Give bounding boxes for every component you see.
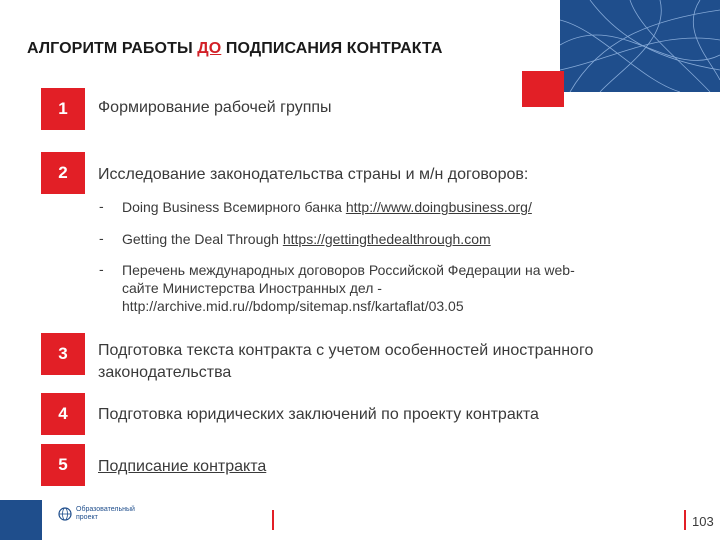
title-accent-square [522,71,564,107]
step-text-3 [98,340,593,384]
title-part-1: АЛГОРИТМ РАБОТЫ [27,40,198,57]
page-number: 103 [692,514,714,529]
step-number-2: 2 [41,152,85,194]
corner-decoration [560,0,720,92]
step-number-3: 3 [41,333,85,375]
title-part-2: ПОДПИСАНИЯ КОНТРАКТА [221,40,443,57]
step-number-5: 5 [41,444,85,486]
logo-line-2: проект [76,514,98,521]
source-label-1: Doing Business Всемирного банка [122,199,346,215]
step-number-1: 1 [41,88,85,130]
source-item-3 [122,261,575,315]
step-text-1: Формирование рабочей группы [98,99,332,116]
logo-line-1: Образовательный [76,506,135,513]
source-line-3: http://archive.mid.ru//bdomp/sitemap.nsf/kartaflat/03.05 [122,298,464,314]
footer-logo [58,506,135,522]
step-text-4: Подготовка юридических заключений по проекту контракта [98,406,539,423]
step-text-5: Подписание контракта [98,458,267,475]
source-item-2 [122,230,491,248]
title-accent: ДО [197,40,222,57]
globe-logo-icon [58,507,72,521]
source-label-2: Getting the Deal Through [122,231,283,247]
source-dash-2: - [99,230,104,246]
source-dash-1: - [99,198,104,214]
step-number-4: 4 [41,393,85,435]
step-text-2: Исследование законодательства страны и м/н договоров: [98,166,529,183]
step-text-3-line-2: законодательства [98,364,232,381]
source-link-1[interactable]: http://www.doingbusiness.org/ [345,199,532,215]
source-item-1 [122,198,532,216]
slide-title [27,40,443,58]
step-text-3-line-1: Подготовка текста контракта с учетом особенностей иностранного [98,342,594,359]
footer-brand-bar [0,500,42,540]
decorative-lines-icon [560,0,720,92]
source-dash-3: - [99,261,104,277]
source-line-1: Перечень международных договоров Российской Федерации на web- [122,262,575,278]
source-line-2: сайте Министерства Иностранных дел - [122,280,382,296]
footer-divider-left [272,510,274,530]
source-link-2[interactable]: https://gettingthedealthrough.com [282,231,491,247]
footer-divider-right [684,510,686,530]
